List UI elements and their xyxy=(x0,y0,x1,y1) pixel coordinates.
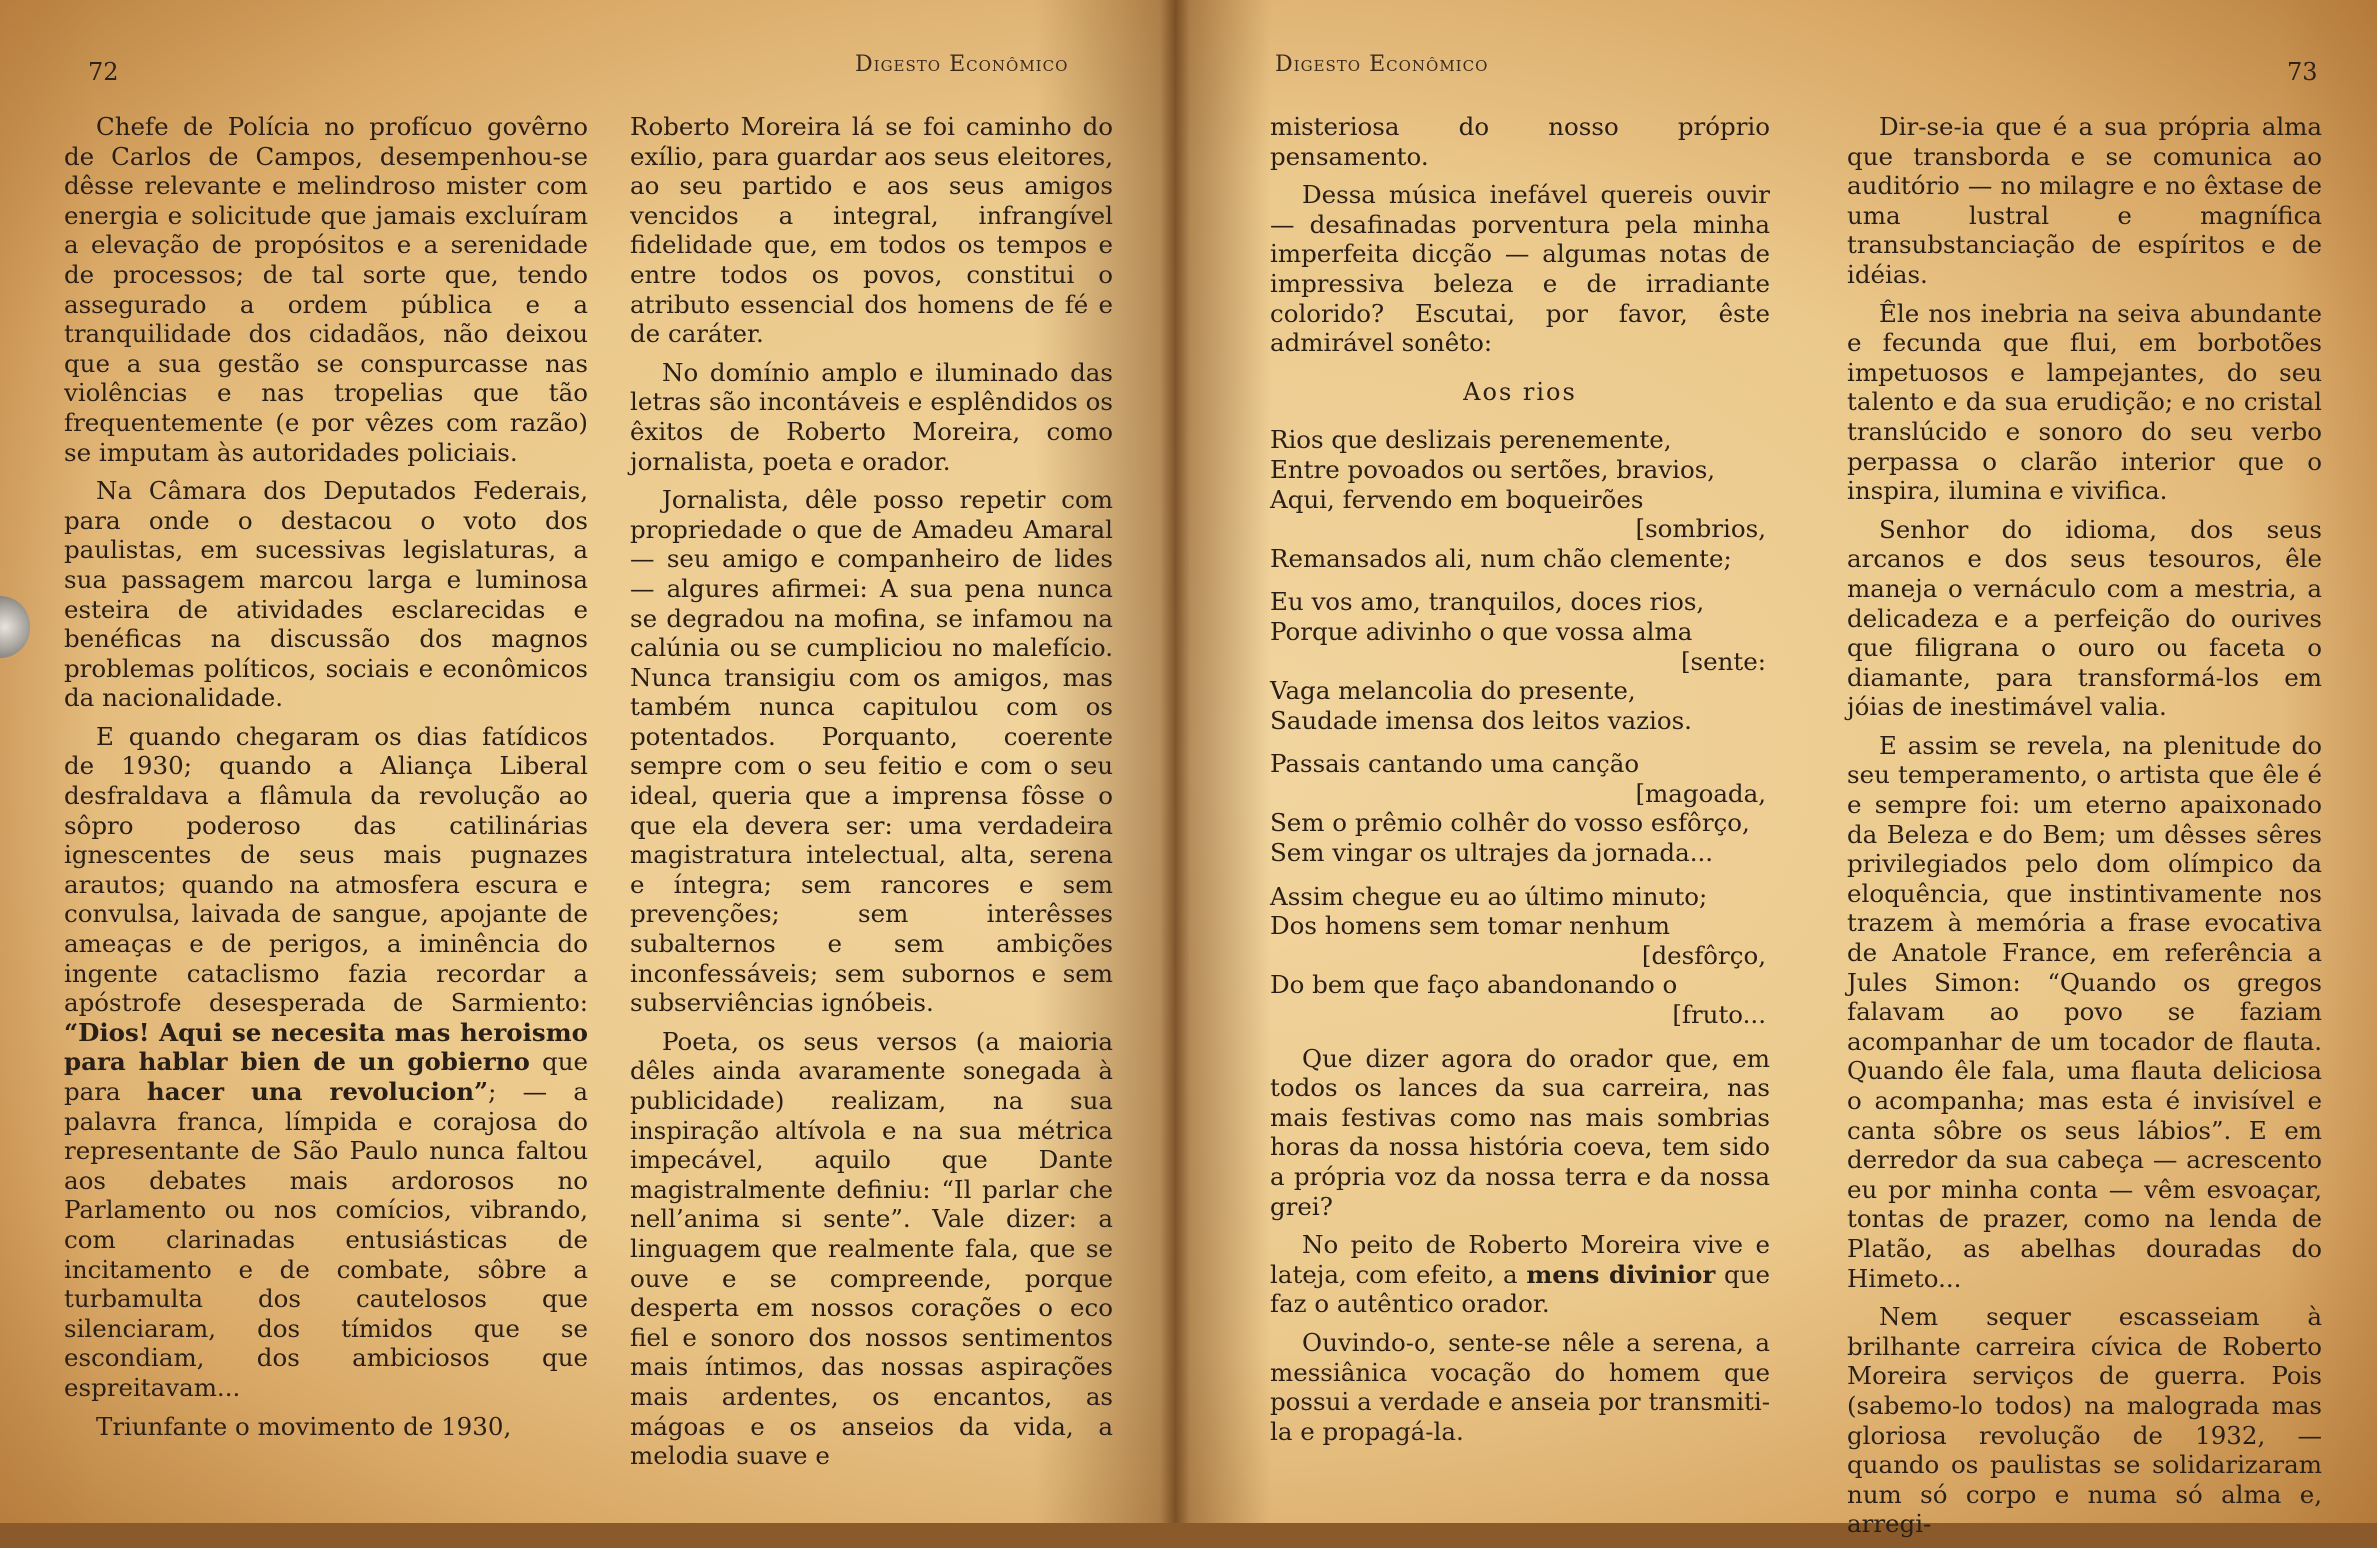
paragraph: Chefe de Polícia no profícuo govêrno de Carlos de Campos, desempenhou-se dêsse relevante e melindroso mister com energia e solicitude que jamais excluíram a elevação de propósitos e a serenidade de processos; de tal sorte que, tendo assegurado a ordem pública e a tranquilidade dos cidadãos, não deixou que a sua gestão se conspurcasse nas violências e nas tropelias que tão frequentemente (e por vêzes com razão) se imputam às autoridades policiais. xyxy=(64,112,588,467)
page-number: 73 xyxy=(2287,58,2318,86)
text-run: E quando chegaram os dias fatídicos de 1930; quando a Aliança Liberal desfraldava a flâmula da revolução ao sôpro poderoso das catilinárias ignescentes de seus mais pugnazes arautos; quando na atmosfera escura e convulsa, laivada de sangue, apojante de ameaças e de perigos, a iminência do ingente cataclismo fazia recordar a apóstrofe desesperada de Sarmiento: xyxy=(64,721,588,1018)
stanza xyxy=(1270,425,1770,573)
poem-line-continuation: [fruto... xyxy=(1672,1000,1766,1030)
paragraph: Triunfante o movimento de 1930, xyxy=(96,1411,512,1441)
poem-line: Saudade imensa dos leitos vazios. xyxy=(1270,705,1692,735)
poem-line: Dos homens sem tomar nenhum xyxy=(1270,911,1671,941)
poem xyxy=(1270,425,1770,1029)
paragraph: Senhor do idioma, dos seus arcanos e dos seus tesouros, êle maneja o vernáculo com a mestria, a delicadeza e a perfeição do ourives que filigrana o ouro ou faceta o diamante, para transformá-los em jóias de inestimável valia. xyxy=(1847,514,2322,722)
poem-line: Aqui, fervendo em boqueirões xyxy=(1270,484,1644,514)
page-number: 72 xyxy=(88,58,119,86)
text-run: ; — a palavra franca, límpida e corajosa do representante de São Paulo nunca faltou aos debates mais ardorosos no Parlamento ou nos comícios, vibrando, com clarinadas entusiásticas de incitamento e de combate, sôbre a turbamulta dos cautelosos que silenciaram, dos tímidos que se escondiam, dos ambiciosos que espreitavam... xyxy=(64,1077,589,1402)
stanza xyxy=(1270,587,1770,735)
paragraph xyxy=(1270,1230,1770,1319)
text-run: que faz o autêntico orador. xyxy=(1270,1259,1770,1319)
column-2 xyxy=(630,112,1113,1480)
stanza xyxy=(1270,882,1770,1030)
paragraph: Ouvindo-o, sente-se nêle a serena, a messiânica vocação do homem que possui a verdade e anseia por transmiti-la e propagá-la. xyxy=(1270,1327,1770,1446)
paragraph: Dessa música inefável quereis ouvir — desafinadas porventura pela minha imperfeita dicção — algumas notas de impressiva beleza e de irradiante colorido? Escutai, por favor, êste admirável sonêto: xyxy=(1270,180,1770,358)
paragraph: Que dizer agora do orador que, em todos os lances da sua carreira, nas mais festivas como nas mais sombrias horas da nossa história coeva, tem sido a própria voz da nossa terra e da nossa grei? xyxy=(1270,1043,1770,1221)
text-run: No peito de Roberto Moreira vive e lateja, com efeito, a xyxy=(1270,1230,1770,1289)
poem-line: Vaga melancolia do presente, xyxy=(1270,676,1636,706)
paragraph: Jornalista, dêle posso repetir com propriedade o que de Amadeu Amaral — seu amigo e companheiro de lides — algures afirmei: A sua pena nunca se degradou na mofina, se infamou na calúnia ou se cumpliciou no malefício. Nunca transigiu com os amigos, mas também nunca capitulou com os potentados. Porquanto, coerente sempre com o seu feitio e com o seu ideal, queria que a imprensa fôsse o que ela devera ser: uma verdadeira magistratura intelectual, alta, serena e íntegra; sem rancores e sem prevenções; sem interêsses subalternos e sem ambições inconfessáveis; sem subornos e sem subserviências ignóbeis. xyxy=(630,485,1113,1018)
paragraph: E assim se revela, na plenitude do seu temperamento, o artista que êle é e sempre foi: um eterno apaixonado da Beleza e do Bem; um dêsses sêres privilegiados pelo dom olímpico da eloquência, que instintivamente nos trazem à memória a frase evocativa de Anatole France, em referência a Jules Simon: “Quando os gregos falavam ao povo se faziam acompanhar de um tocador de flauta. Quando êle fala, uma flauta deliciosa o acompanha; mas esta é invisível e canta sôbre os seus lábios”. E em derredor da sua cabeça — acrescento eu por minha conta — vêm esvoaçar, tontas de prazer, como na lenda de Platão, as abelhas douradas do Himeto... xyxy=(1847,730,2322,1293)
paragraph: Na Câmara dos Deputados Federais, para onde o destacou o voto dos paulistas, em sucessivas legislaturas, a sua passagem marcou larga e luminosa esteira de atividades esclarecidas e benéficas na discussão dos magnos problemas políticos, sociais e econômicos da nacionalidade. xyxy=(64,476,588,713)
paragraph: No domínio amplo e iluminado das letras são incontáveis e esplêndidos os êxitos de Roberto Moreira, como jornalista, poeta e orador. xyxy=(630,357,1113,476)
column-3 xyxy=(1270,112,1770,1455)
poem-line: Do bem que faço abandonando o xyxy=(1270,970,1678,1000)
poem-line-continuation: [sombrios, xyxy=(1635,514,1766,544)
poem-line: Sem vingar os ultrajes da jornada... xyxy=(1270,838,1714,868)
poem-line-continuation: [sente: xyxy=(1680,646,1766,676)
text-run: que para xyxy=(64,1047,588,1106)
right-page xyxy=(1175,0,2377,1539)
poem-line: Sem o prêmio colhêr do vosso esfôrço, xyxy=(1270,808,1750,838)
spanish-quote: “Dios! Aqui se necesita mas heroismo para hablar bien de un gobierno xyxy=(64,1017,588,1077)
latin-phrase: mens divinior xyxy=(1526,1259,1716,1289)
poem-line: Eu vos amo, tranquilos, doces rios, xyxy=(1270,587,1705,617)
poem-line-continuation: [desfôrço, xyxy=(1641,940,1766,970)
book-gutter xyxy=(1160,0,1190,1523)
poem-line-continuation: [magoada, xyxy=(1635,778,1766,808)
paragraph: misteriosa do nosso próprio pensamento. xyxy=(1270,112,1770,171)
poem-line: Entre povoados ou sertões, bravios, xyxy=(1270,454,1716,484)
paragraph: Roberto Moreira lá se foi caminho do exílio, para guardar aos seus eleitores, ao seu partido e aos seus amigos vencidos a integral, infrangível fidelidade que, em todos os tempos e entre todos os povos, constitui o atributo essencial dos homens de fé e de caráter. xyxy=(630,112,1113,349)
running-header: Digesto Econômico xyxy=(1275,52,1489,77)
spanish-quote-end: hacer una revolucion” xyxy=(146,1077,489,1106)
poem-line: Passais cantando uma canção xyxy=(1270,749,1640,779)
left-page xyxy=(0,0,1175,1523)
paragraph: Poeta, os seus versos (a maioria dêles ainda avaramente sonegada à publicidade) realizam, na sua inspiração altívola e na sua métrica impecável, aquilo que Dante magistralmente definiu: “Il parlar che nell’anima si sente”. Vale dizer: a linguagem que realmente fala, que se ouve e se compreende, porque desperta em nossos corações o eco fiel e sonoro dos nossos sentimentos mais íntimos, das nossas aspirações mais ardentes, os encantos, as mágoas e os anseios da vida, a melodia suave e xyxy=(630,1026,1113,1471)
poem-line: Rios que deslizais perenemente, xyxy=(1270,425,1672,455)
poem-line: Assim chegue eu ao último minuto; xyxy=(1270,881,1708,911)
metal-clip xyxy=(0,596,30,658)
paragraph: Êle nos inebria na seiva abundante e fecunda que flui, em borbotões impetuosos e lampejantes, do seu talento e da sua erudição; e no cristal translúcido e sonoro do seu verbo perpassa o clarão interior que o inspira, ilumina e vivifica. xyxy=(1847,298,2322,506)
poem-title: Aos rios xyxy=(1463,377,1577,406)
running-header: Digesto Econômico xyxy=(855,52,1069,77)
column-4 xyxy=(1847,112,2322,1548)
stanza xyxy=(1270,749,1770,867)
poem-line: Remansados ali, num chão clemente; xyxy=(1270,543,1732,573)
paragraph xyxy=(64,722,588,1403)
poem-line: Porque adivinho o que vossa alma xyxy=(1270,616,1693,646)
paragraph: Nem sequer escasseiam à brilhante carreira cívica de Roberto Moreira serviços de guerra. Pois (sabemo-lo todos) na malograda mas gloriosa revolução de 1932, — quando os paulistas se solidarizaram num só corpo e numa só alma e, arregi- xyxy=(1847,1302,2322,1539)
column-1 xyxy=(64,112,588,1450)
paragraph: Dir-se-ia que é a sua própria alma que transborda e se comunica ao auditório — no milagre e no êxtase de uma lustral e magnífica transubstanciação de espíritos e de idéias. xyxy=(1847,112,2322,289)
